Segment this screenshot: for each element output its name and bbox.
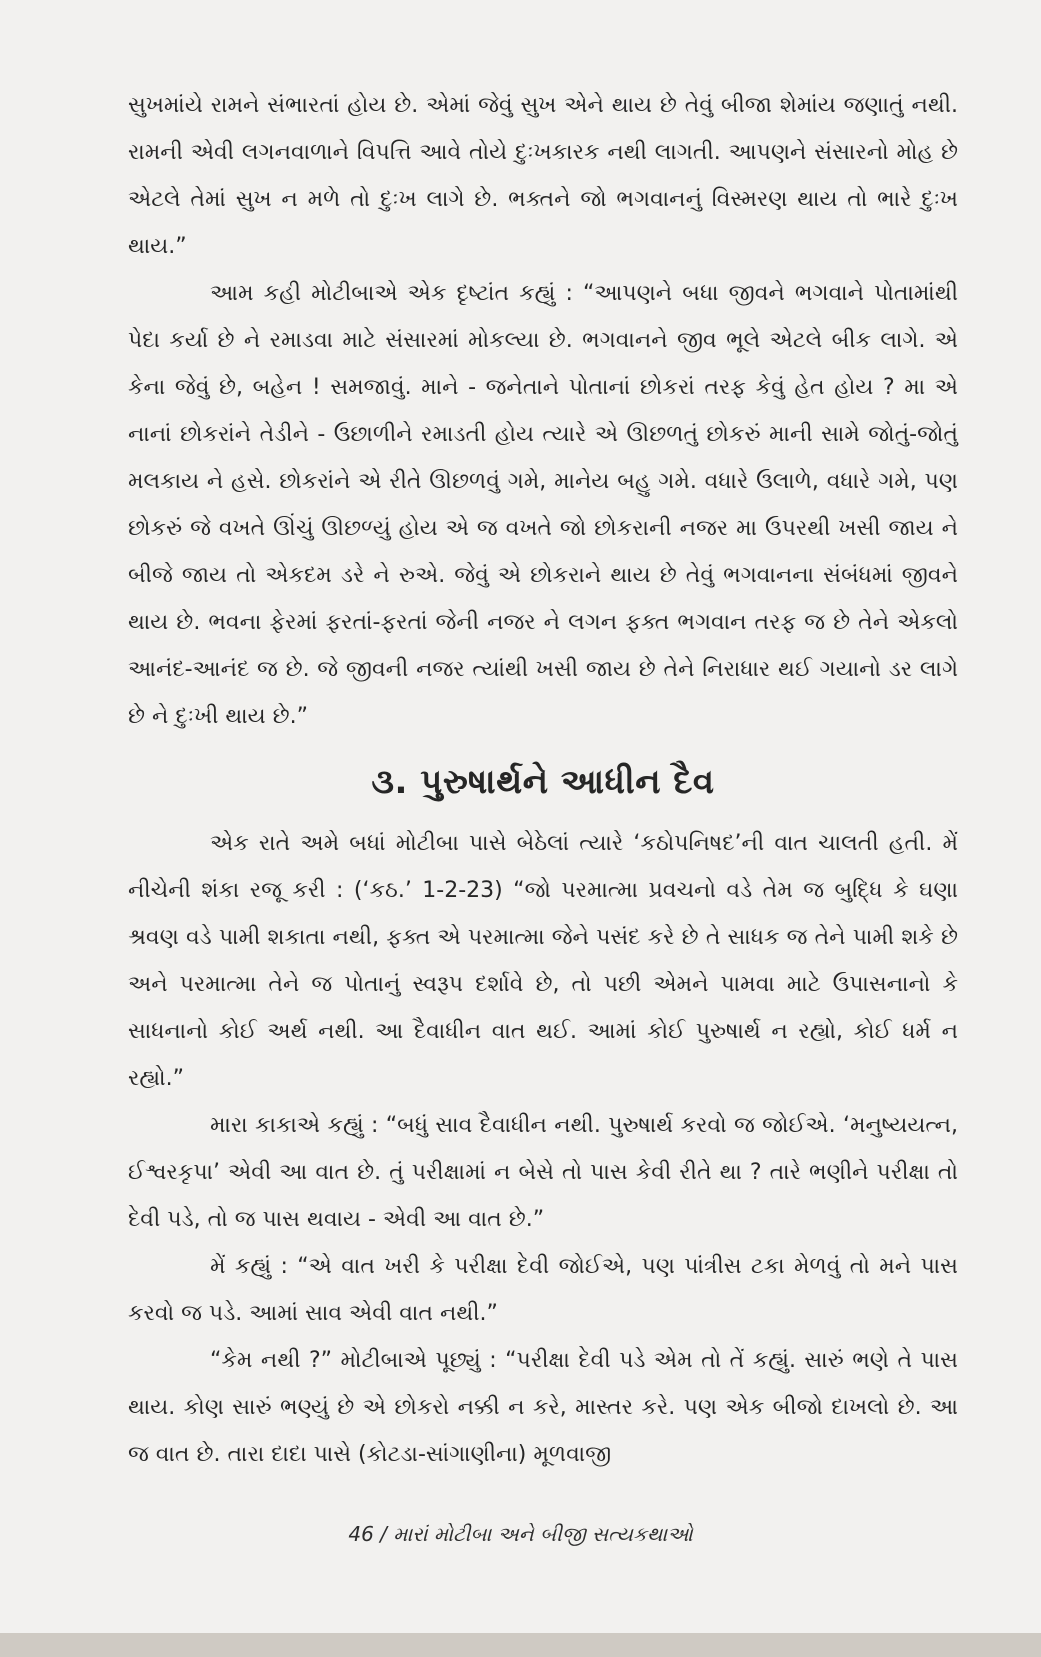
section-heading: ૩. પુરુષાર્થને આધીન દૈવ <box>371 762 715 802</box>
page-footer: 46 / મારાં મોટીબા અને બીજી સત્યકથાઓ <box>348 1522 693 1546</box>
paragraph-3: એક રાતે અમે બધાં મોટીબા પાસે બેઠેલાં ત્યારે ‘કઠોપનિષદ’ની વાત ચાલતી હતી. મેં નીચેની શંકા રજૂ કરી : (‘કઠ.’ 1-2-23) “જો પરમાત્મા પ્રવચનો વડે તેમ જ બુદ્ધિ કે ઘણા શ્રવણ વડે પામી શકાતા નથી, ફક્ત એ પરમાત્મા જેને પસંદ કરે છે તે સાધક જ તેને પામી શકે છે અને પરમાત્મા તેને જ પોતાનું સ્વરૂપ દર્શાવે છે, તો પછી એમને પામવા માટે ઉપાસનાનો કે સાધનાનો કોઈ અર્થ નથી. આ દૈવાધીન વાત થઈ. આમાં કોઈ પુરુષાર્થ ન રહ્યો, કોઈ ધર્મ ન રહ્યો.” <box>128 831 958 1091</box>
paragraph-6: “કેમ નથી ?” મોટીબાએ પૂછ્યું : “પરીક્ષા દેવી પડે એમ તો તેં કહ્યું. સારું ભણે તે પાસ થાય. કોણ સારું ભણ્યું છે એ છોકરો નક્કી ન કરે, માસ્તર કરે. પણ એક બીજો દાખલો છે. આ જ વાત છે. તારા દાદા પાસે (કોટડા-સાંગાણીના) મૂળવાજી <box>128 1348 958 1467</box>
paragraph-1: સુખમાંયે રામને સંભારતાં હોય છે. એમાં જેવું સુખ એને થાય છે તેવું બીજા શેમાંય જણાતું નથી. રામની એવી લગનવાળાને વિપત્તિ આવે તોયે દુઃખકારક નથી લાગતી. આપણને સંસારનો મોહ છે એટલે તેમાં સુખ ન મળે તો દુઃખ લાગે છે. ભક્તને જો ભગવાનનું વિસ્મરણ થાય તો ભારે દુઃખ થાય.” <box>128 93 958 259</box>
page-body <box>128 82 958 1478</box>
paragraph-2: આમ કહી મોટીબાએ એક દૃષ્ટાંત કહ્યું : “આપણને બધા જીવને ભગવાને પોતામાંથી પેદા કર્યા છે ને રમાડવા માટે સંસારમાં મોકલ્યા છે. ભગવાનને જીવ ભૂલે એટલે બીક લાગે. એ કેના જેવું છે, બહેન ! સમજાવું. માને - જનેતાને પોતાનાં છોકરાં તરફ કેવું હેત હોય ? મા એ નાનાં છોકરાંને તેડીને - ઉછાળીને રમાડતી હોય ત્યારે એ ઊછળતું છોકરું માની સામે જોતું-જોતું મલકાય ને હસે. છોકરાંને એ રીતે ઊછળવું ગમે, માનેય બહુ ગમે. વધારે ઉલાળે, વધારે ગમે, પણ છોકરું જે વખતે ઊંચું ઊછળ્યું હોય એ જ વખતે જો છોકરાની નજર મા ઉપરથી ખસી જાય ને બીજે જાય તો એકદમ ડરે ને રુએ. જેવું એ છોકરાને થાય છે તેવું ભગવાનના સંબંધમાં જીવને થાય છે. ભવના ફેરમાં ફરતાં-ફરતાં જેની નજર ને લગન ફક્ત ભગવાન તરફ જ છે તેને એકલો આનંદ-આનંદ જ છે. જે જીવની નજર ત્યાંથી ખસી જાય છે તેને નિરાધાર થઈ ગયાનો ડર લાગે છે ને દુઃખી થાય છે.” <box>128 281 959 729</box>
paragraph-4: મારા કાકાએ કહ્યું : “બધું સાવ દૈવાધીન નથી. પુરુષાર્થ કરવો જ જોઈએ. ‘મનુષ્યયત્ન, ઈશ્વરકૃપા’ એવી આ વાત છે. તું પરીક્ષામાં ન બેસે તો પાસ કેવી રીતે થા ? તારે ભણીને પરીક્ષા તો દેવી પડે, તો જ પાસ થવાય - એવી આ વાત છે.” <box>128 1113 958 1232</box>
paragraph-5: મેં કહ્યું : “એ વાત ખરી કે પરીક્ષા દેવી જોઈએ, પણ પાંત્રીસ ટકા મેળવું તો મને પાસ કરવો જ પડે. આમાં સાવ એવી વાત નથી.” <box>128 1254 958 1326</box>
